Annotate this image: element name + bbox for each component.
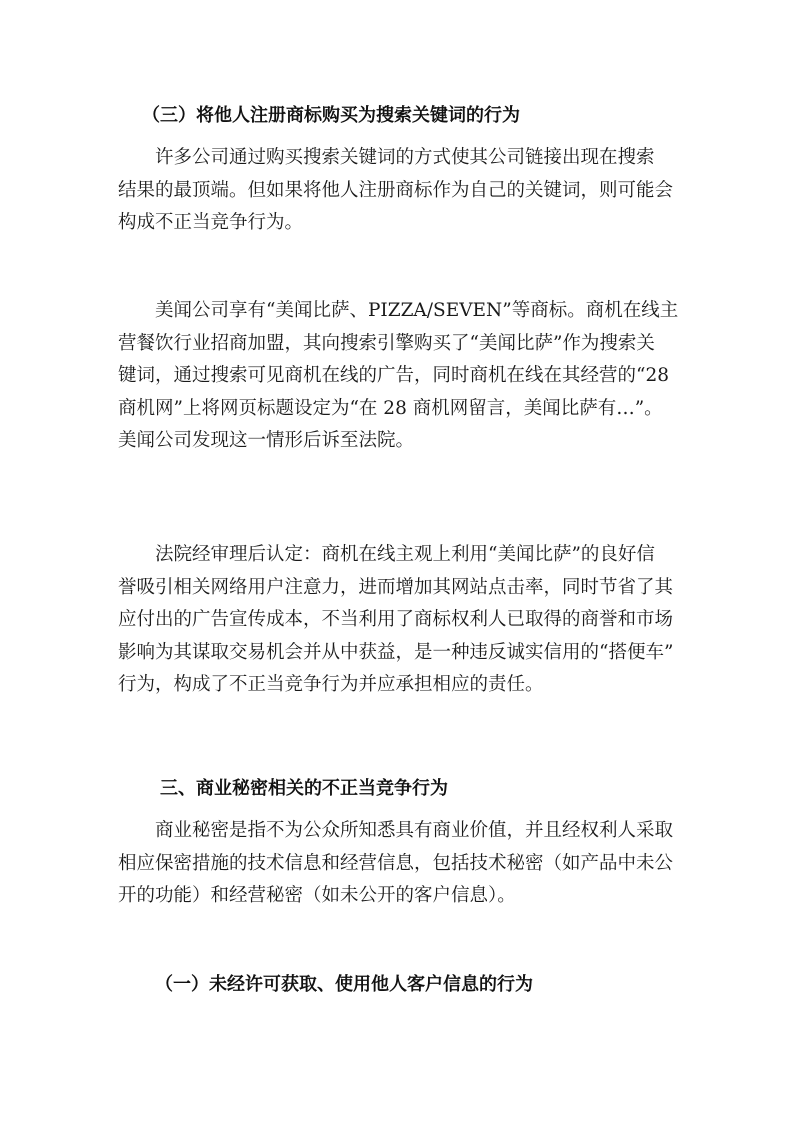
section-heading-customer-info: （一）未经许可获取、使用他人客户信息的行为 (155, 974, 533, 995)
text-line: 营餐饮行业招商加盟，其向搜索引擎购买了“美闻比萨”作为搜索关 (118, 332, 655, 354)
text-line: 行为，构成了不正当竞争行为并应承担相应的责任。 (118, 674, 544, 695)
section-heading-trade-secret: 三、商业秘密相关的不正当竞争行为 (160, 778, 448, 799)
text-line: 美闻公司发现这一情形后诉至法院。 (118, 430, 415, 451)
text-line: 开的功能）和经营秘密（如未公开的客户信息）。 (118, 885, 516, 906)
text-line: 键词，通过搜索可见商机在线的广告，同时商机在线在其经营的“28 (118, 365, 670, 386)
text-line: 构成不正当竞争行为。 (118, 212, 304, 233)
section-heading-search-keyword: （三）将他人注册商标购买为搜索关键词的行为 (142, 105, 520, 126)
text-line: 誉吸引相关网络用户注意力，进而增加其网站点击率，同时节省了其 (118, 576, 674, 598)
paragraph-keyword-intro (118, 142, 683, 240)
paragraph-court-ruling (118, 539, 683, 702)
paragraph-trade-secret-definition (118, 815, 683, 913)
text-line: 美闻公司享有“美闻比萨、PIZZA/SEVEN”等商标。商机在线主 (155, 300, 679, 321)
text-line: 商机网”上将网页标题设定为“在 28 商机网留言，美闻比萨有…”。 (118, 397, 663, 419)
text-line: 相应保密措施的技术信息和经营信息，包括技术秘密（如产品中未公 (118, 852, 674, 874)
text-line: 影响为其谋取交易机会并从中获益，是一种违反诚实信用的“搭便车” (118, 641, 674, 663)
text-line: 结果的最顶端。但如果将他人注册商标作为自己的关键词，则可能会 (118, 179, 674, 201)
text-line: 法院经审理后认定：商机在线主观上利用“美闻比萨”的良好信 (155, 544, 655, 565)
paragraph-meiwen-case (118, 295, 683, 458)
text-line: 商业秘密是指不为公众所知悉具有商业价值，并且经权利人采取 (155, 820, 674, 841)
text-line: 许多公司通过购买搜索关键词的方式使其公司链接出现在搜索 (155, 147, 655, 168)
text-line: 应付出的广告宣传成本，不当利用了商标权利人已取得的商誉和市场 (118, 609, 674, 630)
